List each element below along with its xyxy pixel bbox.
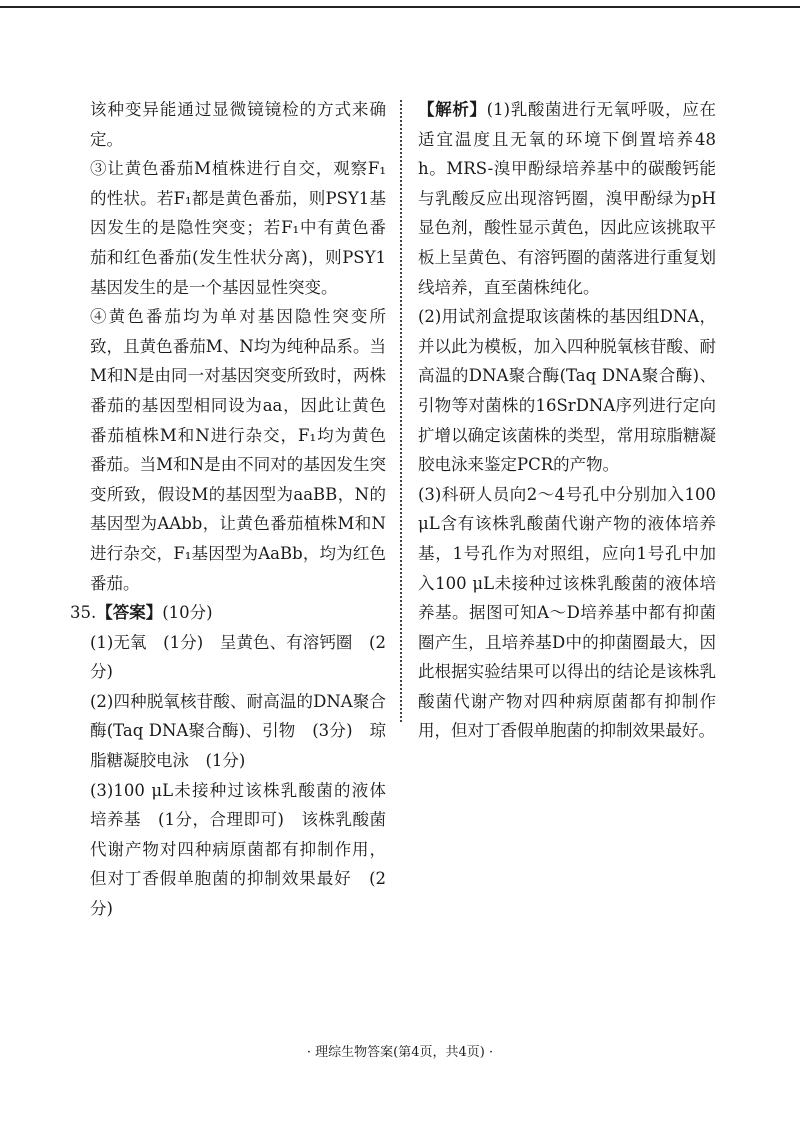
question-number: 35. [70, 603, 97, 623]
right-column [418, 95, 716, 746]
left-paragraph: ④黄色番茄均为单对基因隐性突变所致，且黄色番茄M、N均为纯种品系。当M和N是由同一对基因突变所致时，两株番茄的基因型相同设为aa，因此让黄色番茄植株M和N进行杂交，F₁均为黄色番茄。当M和N是由不同对的基因发生突变所致，假设M的基因型为aaBB，N的基因型为AAbb，让黄色番茄植株M和N进行杂交，F₁基因型为AaBb，均为红色番茄。 [90, 307, 386, 593]
column-divider [400, 100, 402, 722]
answer-item: (1)无氧 (1分) 呈黄色、有溶钙圈 (2分) [90, 632, 386, 682]
analysis-paragraph [418, 95, 716, 302]
analysis-label: 【解析】 [418, 100, 487, 119]
answer-score: (10分) [162, 603, 213, 623]
analysis-paragraph: (2)用试剂盒提取该菌株的基因组DNA，并以此为模板，加入四种脱氧核苷酸、耐高温的DNA聚合酶(Taq DNA聚合酶)、引物等对菌株的16SrDNA序列进行定向扩增以确定该菌株的类型，常用琼脂糖凝胶电泳来鉴定PCR的产物。 [418, 307, 716, 475]
answer-label: 【答案】 [96, 603, 163, 623]
answer-heading [70, 598, 386, 628]
answer-item: (2)四种脱氧核苷酸、耐高温的DNA聚合酶(Taq DNA聚合酶)、引物 (3分) 琼脂糖凝胶电泳 (1分) [90, 691, 386, 771]
page-footer: · 理综生物答案(第4页，共4页) · [306, 1045, 494, 1060]
answer-item: (3)100 μL未接种过该株乳酸菌的液体培养基 (1分，合理即可) 该株乳酸菌代谢产物对四种病原菌都有抑制作用，但对丁香假单胞菌的抑制效果最好 (2分) [90, 780, 386, 919]
analysis-text: (1)乳酸菌进行无氧呼吸，应在适宜温度且无氧的环境下倒置培养48 h。MRS-溴甲酚绿培养基中的碳酸钙能与乳酸反应出现溶钙圈，溴甲酚绿为pH显色剂，酸性显示黄色，因此应该挑取平板上呈黄色、有溶钙圈的菌落进行重复划线培养，直至菌株纯化。 [418, 100, 716, 297]
left-paragraph: ③让黄色番茄M植株进行自交，观察F₁的性状。若F₁都是黄色番茄，则PSY1基因发生的是隐性突变；若F₁中有黄色番茄和红色番茄(发生性状分离)，则PSY1基因发生的是一个基因显性突变。 [90, 159, 386, 297]
left-column [70, 95, 386, 924]
top-border-line [0, 6, 800, 8]
analysis-paragraph: (3)科研人员向2～4号孔中分别加入100 μL含有该株乳酸菌代谢产物的液体培养基，1号孔作为对照组，应向1号孔中加入100 μL未接种过该株乳酸菌的液体培养基。据图可知A～D培养基中都有抑菌圈产生，且培养基D中的抑菌圈最大，因此根据实验结果可以得出的结论是该株乳酸菌代谢产物对四种病原菌都有抑制作用，但对丁香假单胞菌的抑制效果最好。 [418, 484, 716, 741]
left-paragraph: 该种变异能通过显微镜镜检的方式来确定。 [90, 100, 386, 149]
